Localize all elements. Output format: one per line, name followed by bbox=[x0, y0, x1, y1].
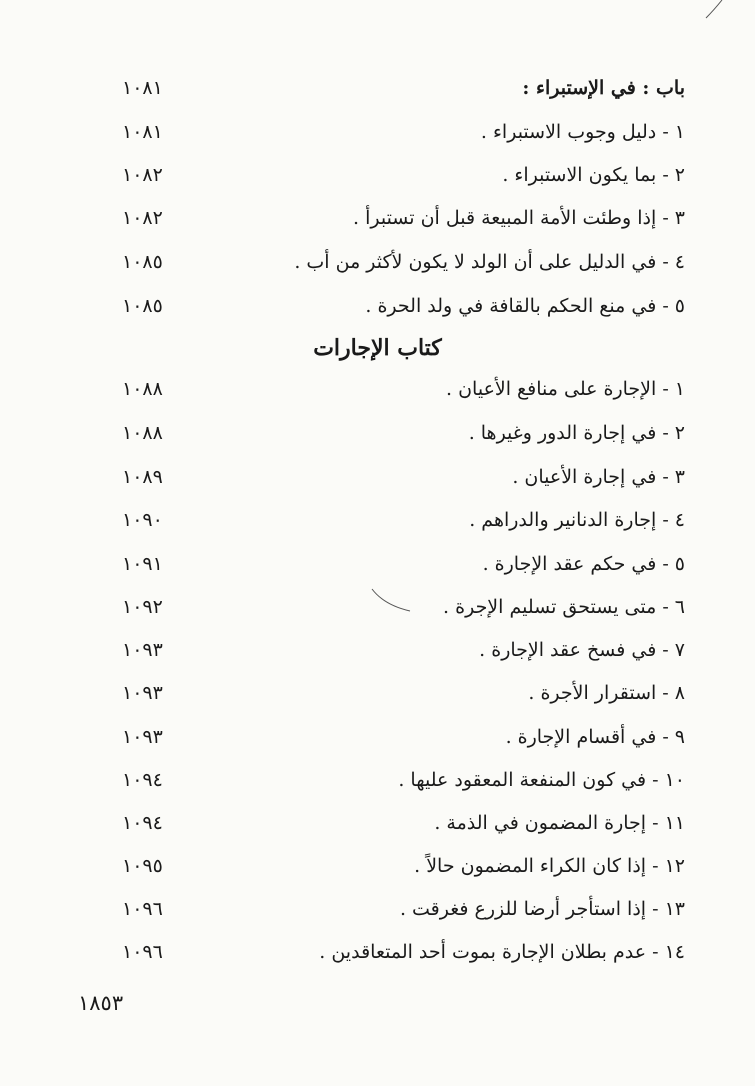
toc-entry bbox=[100, 244, 685, 280]
scan-mark-corner bbox=[700, 0, 730, 20]
toc-entry-page: ١٠٨٨ bbox=[122, 378, 163, 400]
toc-entry bbox=[100, 762, 685, 798]
toc-entry-page: ١٠٩٢ bbox=[122, 596, 163, 618]
toc-entry-title: ١ - دليل وجوب الاستبراء . bbox=[480, 121, 685, 143]
toc-entry bbox=[100, 805, 685, 841]
toc-entry-title: ٤ - إجارة الدنانير والدراهم . bbox=[469, 509, 685, 531]
toc-entry-page: ١٠٨٥ bbox=[122, 295, 163, 317]
toc-entry-page: ١٠٩٦ bbox=[122, 898, 163, 920]
toc-entry-page: ١٠٩١ bbox=[122, 553, 163, 575]
toc-entry-title: ١٢ - إذا كان الكراء المضمون حالاً . bbox=[414, 855, 685, 877]
toc-entry-title: ٧ - في فسخ عقد الإجارة . bbox=[479, 639, 685, 661]
toc-entry-page: ١٠٨٩ bbox=[122, 466, 163, 488]
toc-entry-title: ٨ - استقرار الأجرة . bbox=[528, 682, 685, 704]
toc-entry-title: ٢ - بما يكون الاستبراء . bbox=[502, 164, 685, 186]
toc-entry-title: ١ - الإجارة على منافع الأعيان . bbox=[446, 378, 685, 400]
toc-entry bbox=[100, 848, 685, 884]
toc-entry bbox=[100, 288, 685, 324]
toc-entry-title: ١١ - إجارة المضمون في الذمة . bbox=[434, 812, 685, 834]
toc-entry bbox=[100, 200, 685, 236]
toc-entry-title: ٣ - إذا وطئت الأمة المبيعة قبل أن تستبرأ . bbox=[353, 207, 685, 229]
toc-entry bbox=[100, 502, 685, 538]
toc-entry bbox=[100, 415, 685, 451]
toc-entry-page: ١٠٨١ bbox=[122, 77, 163, 99]
toc-entry bbox=[100, 934, 685, 970]
toc-entry bbox=[100, 371, 685, 407]
toc-entry bbox=[100, 546, 685, 582]
toc-entry-page: ١٠٨٥ bbox=[122, 251, 163, 273]
toc-entry-page: ١٠٩٣ bbox=[122, 639, 163, 661]
toc-entry-title: ١٣ - إذا استأجر أرضا للزرع فغرقت . bbox=[399, 898, 685, 920]
toc-entry-page: ١٠٩٦ bbox=[122, 941, 163, 963]
toc-entry-page: ١٠٨٢ bbox=[122, 164, 163, 186]
toc-entry-title: ٥ - في حكم عقد الإجارة . bbox=[482, 553, 685, 575]
toc-entry bbox=[100, 114, 685, 150]
toc-entry-page: ١٠٩٠ bbox=[122, 509, 163, 531]
toc-entry-title: ١٤ - عدم بطلان الإجارة بموت أحد المتعاقدين . bbox=[319, 941, 685, 963]
toc-entry bbox=[100, 459, 685, 495]
toc-entry-title: باب : في الإستبراء : bbox=[522, 77, 685, 99]
toc-entry bbox=[100, 70, 685, 106]
toc-entry-title: ١٠ - في كون المنفعة المعقود عليها . bbox=[398, 769, 685, 791]
toc-entry-page: ١٠٨١ bbox=[122, 121, 163, 143]
toc-entry-title: ٣ - في إجارة الأعيان . bbox=[512, 466, 685, 488]
toc-entry-page: ١٠٩٥ bbox=[122, 855, 163, 877]
toc-entry-page: ١٠٩٣ bbox=[122, 682, 163, 704]
page-number: ١٨٥٣ bbox=[78, 991, 124, 1015]
toc-entry bbox=[100, 719, 685, 755]
toc-entry-title: ٢ - في إجارة الدور وغيرها . bbox=[468, 422, 685, 444]
toc-entry bbox=[100, 675, 685, 711]
toc-entry-page: ١٠٨٢ bbox=[122, 207, 163, 229]
toc-entry bbox=[100, 632, 685, 668]
toc-entry-title: ٥ - في منع الحكم بالقافة في ولد الحرة . bbox=[365, 295, 685, 317]
toc-entry-title: ٦ - متى يستحق تسليم الإجرة . bbox=[443, 596, 685, 618]
toc-entry-page: ١٠٩٣ bbox=[122, 726, 163, 748]
section-heading: كتاب الإجارات bbox=[313, 335, 442, 361]
toc-entry-page: ١٠٩٤ bbox=[122, 812, 163, 834]
toc-entry-title: ٩ - في أقسام الإجارة . bbox=[505, 726, 685, 748]
toc-entry bbox=[100, 589, 685, 625]
toc-entry-title: ٤ - في الدليل على أن الولد لا يكون لأكثر من أب . bbox=[294, 251, 685, 273]
toc-entry bbox=[100, 891, 685, 927]
toc-entry-page: ١٠٨٨ bbox=[122, 422, 163, 444]
toc-entry-page: ١٠٩٤ bbox=[122, 769, 163, 791]
toc-entry bbox=[100, 157, 685, 193]
